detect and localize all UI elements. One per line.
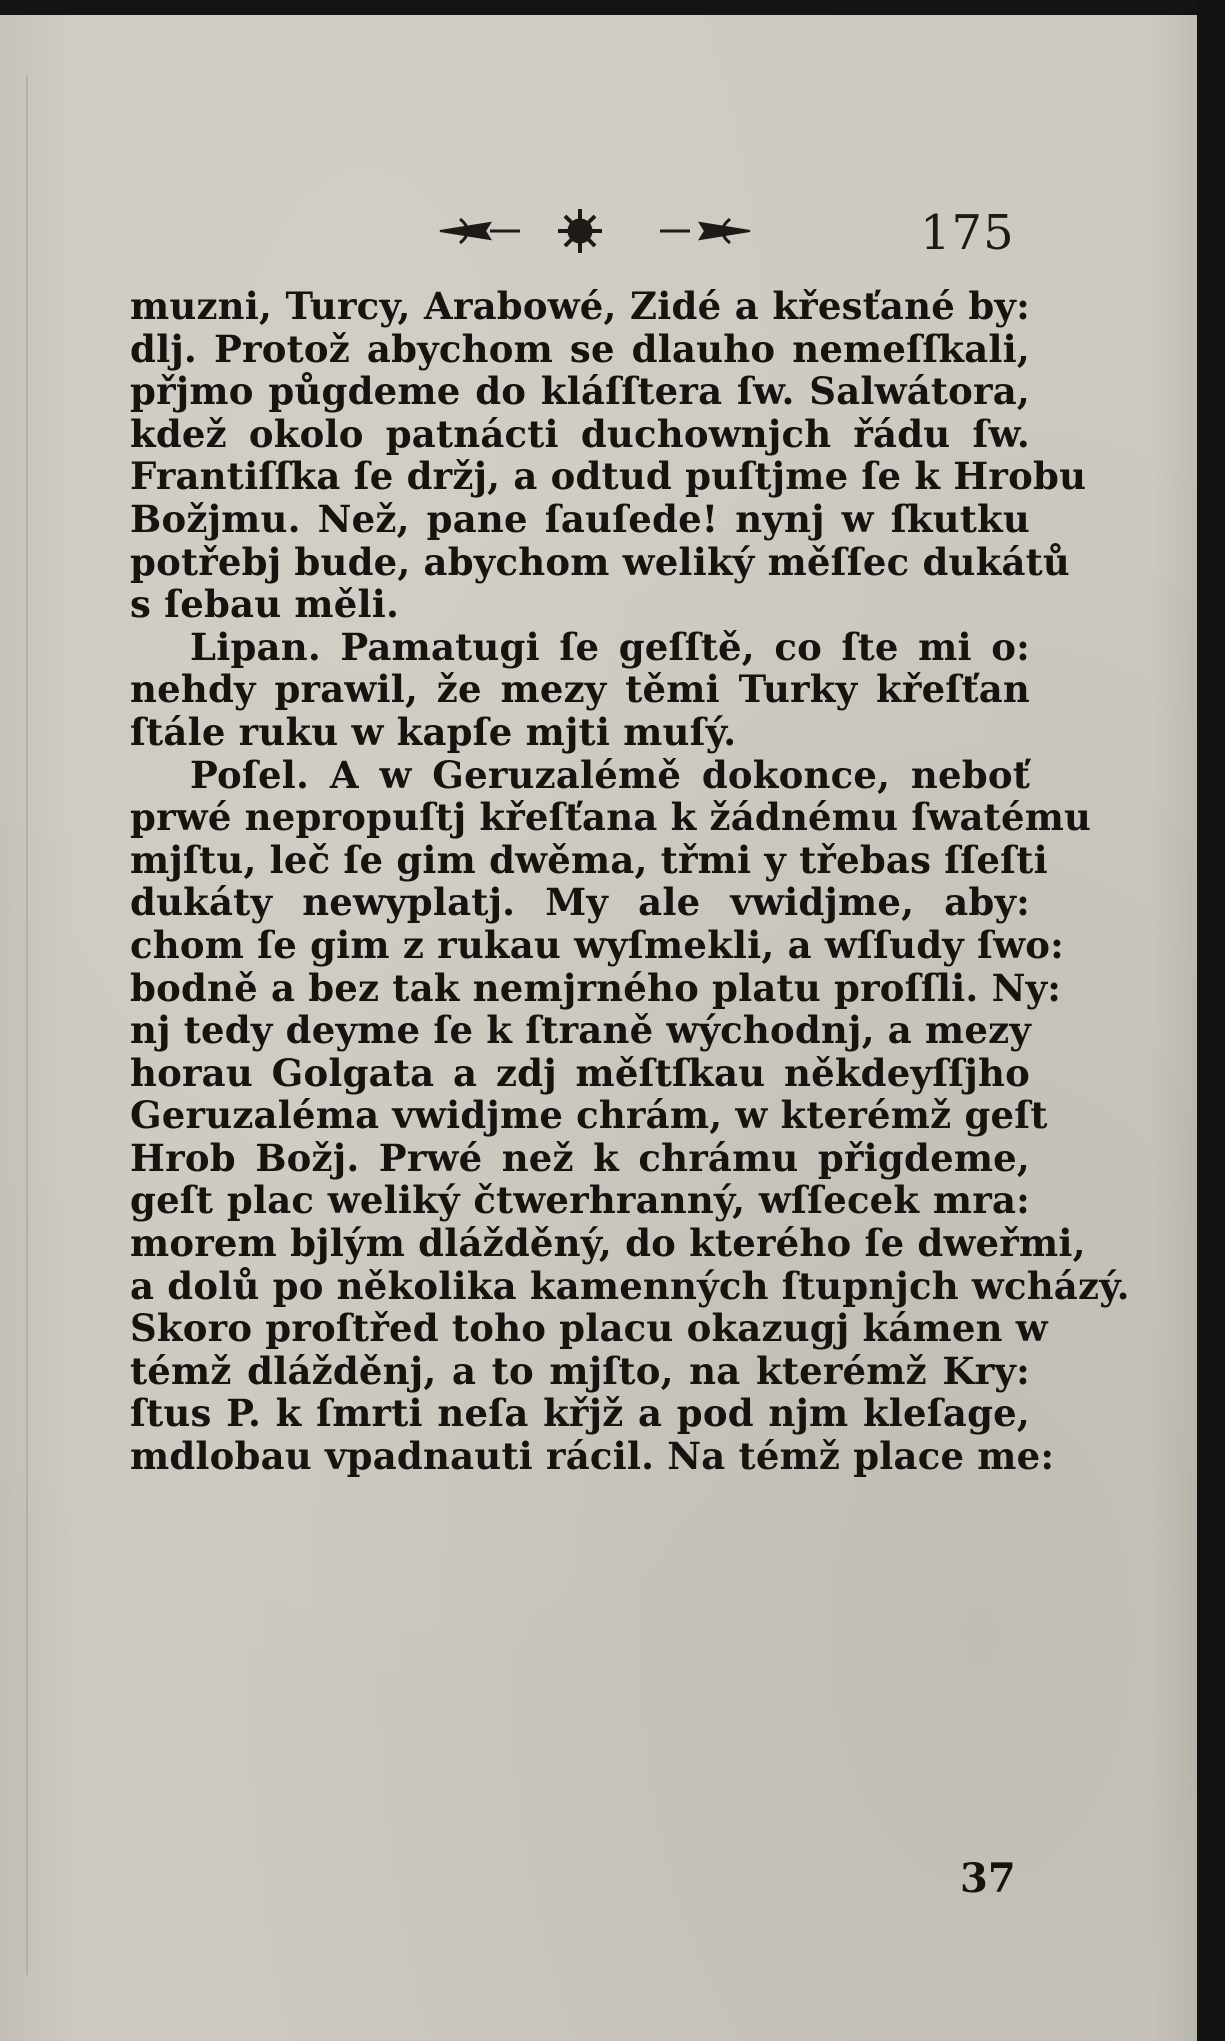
scan-dark-edge [1197,0,1225,2041]
text-line: Hrob Božj. Prwé než k chrámu přigdeme, [130,1135,1030,1180]
header-ornament-icon [430,201,760,261]
text-line: a dolů po několika kamenných ſtupnjch wcházý. [130,1263,1130,1308]
text-line: Geruzaléma vwidjme chrám, w kterémž geſt [130,1093,1048,1138]
page-header [0,195,1225,275]
page-number: 175 [920,205,1015,261]
text-line: chom ſe gim z rukau wyſmekli, a wſſudy ſwo: [130,922,1064,967]
text-line: nj tedy deyme ſe k ſtraně wýchodnj, a mezy [130,1008,1032,1053]
text-line: nehdy prawil, že mezy těmi Turky křeſťan [130,667,1030,712]
page-gutter-line [26,75,28,1975]
text-line: mdlobau vpadnauti rácil. Na témž place me: [130,1434,1055,1479]
text-line: dlj. Protož abychom se dlauho nemeſſkali, [130,326,1030,371]
text-line: morem bjlým dlážděný, do kterého ſe dweřmi, [130,1221,1086,1266]
text-line: kdež okolo patnácti duchownjch řádu ſw. [130,411,1030,456]
body-text [130,284,1130,1479]
printer-signature-mark: 37 [960,1855,1016,1902]
text-line: Božjmu. Než, pane ſauſede! nynj w ſkutku [130,496,1030,541]
text-line: potřebj bude, abychom weliký měſſec dukátů [130,539,1071,584]
book-page [0,15,1225,2041]
page-footer [0,1855,1225,1915]
text-line: Frantiſſka ſe držj, a odtud puſtjme ſe k Hrobu [130,454,1087,499]
text-line: ſtále ruku w kapſe mjti muſý. [130,709,737,754]
text-line: bodně a bez tak nemjrného platu proſſli. Ny: [130,965,1062,1010]
text-line: horau Golgata a zdj měſtſkau někdeyſſjho [130,1050,1030,1095]
text-line: Skoro proſtřed toho placu okazugj kámen w [130,1306,1048,1351]
text-line: Poſel. A w Geruzalémě dokonce, neboť [190,752,1030,797]
text-line: ſtus P. k ſmrti neſa křjž a pod njm kleſage, [130,1391,1030,1436]
text-line: muzni, Turcy, Arabowé, Zidé a křesťané by: [130,284,1030,328]
text-line: témž dlážděnj, a to mjſto, na kterémž Kry: [130,1348,1030,1393]
text-line: mjſtu, leč ſe gim dwěma, třmi y třebas ſſeſti [130,837,1048,882]
text-line: dukáty newyplatj. My ale vwidjme, aby: [130,880,1030,925]
text-line: prwé nepropuſtj křeſťana k žádnému ſwatému [130,795,1092,840]
text-line: s ſebau měli. [130,582,400,627]
text-line: geſt plac weliký čtwerhranný, wſſecek mra: [130,1178,1030,1223]
text-line: Lipan. Pamatugi ſe geſſtě, co ſte mi o: [190,624,1030,669]
text-line: přjmo půgdeme do kláſſtera ſw. Salwátora, [130,369,1030,414]
